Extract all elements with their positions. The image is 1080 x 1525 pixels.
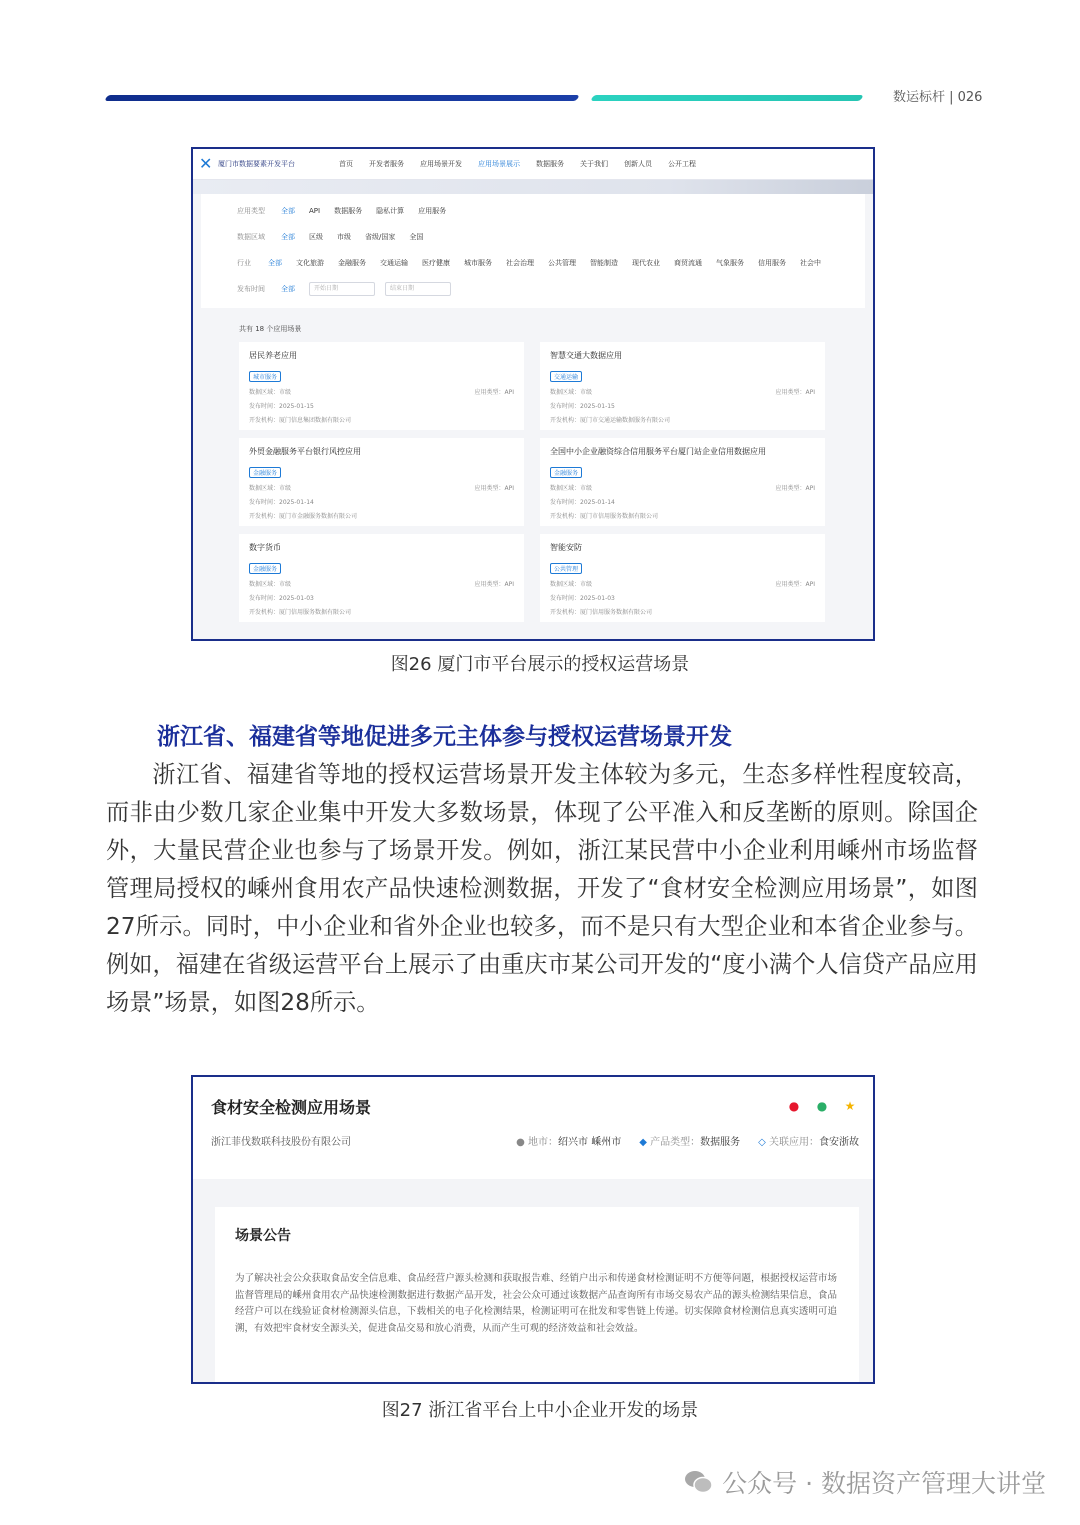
meta-value[interactable]: 食安浙故	[819, 1137, 859, 1148]
filter-option[interactable]: 信用服务	[758, 259, 786, 267]
card-kind: 应用类型：API	[775, 389, 815, 396]
filter-row-region	[237, 224, 835, 250]
weibo-icon[interactable]: ●	[788, 1099, 800, 1113]
filter-option[interactable]: 全部	[281, 233, 295, 241]
scenario-header	[193, 1077, 873, 1179]
wechat-icon	[684, 1469, 714, 1495]
card-row	[249, 415, 514, 424]
filter-row-type	[237, 198, 835, 224]
filter-label: 应用类型	[237, 207, 265, 215]
filter-row-industry	[237, 250, 835, 276]
nav-item[interactable]: 创新人员	[624, 160, 652, 168]
nav-item[interactable]: 数据服务	[536, 160, 564, 168]
start-date-input[interactable]: 开始日期	[309, 282, 375, 296]
filter-label: 数据区域	[237, 233, 265, 241]
card-area: 数据区域：市级	[550, 581, 593, 588]
card-row	[249, 401, 514, 410]
card-row	[550, 483, 815, 492]
meta-label: 产品类型：	[650, 1137, 701, 1148]
filter-option[interactable]: 金融服务	[338, 259, 366, 267]
filter-option[interactable]: API	[309, 207, 321, 215]
scenario-card[interactable]	[239, 534, 524, 622]
platform-nav	[339, 159, 712, 169]
card-area: 数据区域：市级	[550, 389, 593, 396]
header-bar-teal	[590, 95, 863, 101]
scenario-title: 食材安全检测应用场景	[211, 1098, 372, 1117]
card-row	[550, 607, 815, 616]
logo-x-icon: ✕	[199, 154, 213, 173]
card-title: 外贸金融服务平台银行风控应用	[249, 447, 361, 456]
filter-option[interactable]: 应用服务	[418, 207, 447, 215]
card-row	[249, 483, 514, 492]
filter-option[interactable]: 区级	[309, 233, 323, 241]
card-tag: 金融服务	[550, 467, 582, 478]
card-org: 开发机构：厦门信用服务数据有限公司	[550, 609, 653, 616]
card-org: 开发机构：厦门市金融服务数据有限公司	[249, 513, 358, 520]
card-title: 全国中小企业融资综合信用服务平台厦门站企业信用数据应用	[550, 447, 766, 456]
card-org: 开发机构：厦门市交通运输数据服务有限公司	[550, 417, 671, 424]
end-date-input[interactable]: 结束日期	[385, 282, 451, 296]
card-row	[550, 415, 815, 424]
results-area	[201, 314, 865, 622]
meta-product-type	[639, 1133, 740, 1148]
filter-option[interactable]: 社会治理	[506, 259, 534, 267]
filter-option[interactable]: 市级	[337, 233, 351, 241]
filter-option[interactable]: 全部	[268, 259, 282, 267]
meta-label: 关联应用：	[769, 1137, 819, 1148]
card-row	[249, 579, 514, 588]
card-row	[249, 511, 514, 520]
link-icon: ◇	[758, 1137, 766, 1148]
card-org: 开发机构：厦门信息集团数据有限公司	[249, 417, 352, 424]
header-bar-blue	[104, 95, 579, 101]
card-date: 发布时间：2025-01-14	[550, 499, 615, 506]
card-row	[550, 593, 815, 602]
card-area: 数据区域：市级	[249, 581, 292, 588]
card-kind: 应用类型：API	[775, 485, 815, 492]
platform-logo	[199, 156, 319, 172]
star-icon[interactable]: ★	[844, 1099, 856, 1113]
nav-item-active[interactable]: 应用场景展示	[478, 160, 520, 168]
filter-label: 行业	[237, 259, 251, 267]
card-row	[249, 387, 514, 396]
figure-26-screenshot	[191, 147, 875, 641]
card-title: 居民养老应用	[249, 351, 297, 360]
body-paragraph: 浙江省、福建省等地的授权运营场景开发主体较为多元，生态多样性程度较高，而非由少数几家企业集中开发大多数场景，体现了公平准入和反垄断的原则。除国企外，大量民营企业也参与了场景开发。例如，浙江某民营中小企业利用嵊州市场监督管理局授权的嵊州食用农产品快速检测数据，开发了“食材安全检测应用场景”，如图27所示。同时，中小企业和省外企业也较多，而不是只有大型企业和本省企业参与。例如，福建在省级运营平台上展示了由重庆市某公司开发的“度小满个人信贷产品应用场景”场景，如图28所示。	[106, 761, 978, 1016]
filter-option[interactable]: 交通运输	[380, 259, 408, 267]
card-org: 开发机构：厦门市信用服务数据有限公司	[550, 513, 659, 520]
card-date: 发布时间：2025-01-14	[249, 499, 314, 506]
result-count: 共有 18 个应用场景	[239, 325, 302, 333]
nav-item[interactable]: 首页	[339, 160, 353, 168]
filter-panel	[201, 194, 865, 308]
card-row	[249, 607, 514, 616]
card-tag: 金融服务	[249, 563, 281, 574]
filter-option[interactable]: 城市服务	[464, 259, 492, 267]
page-label: 数运标杆 | 026	[893, 90, 983, 105]
card-tag: 金融服务	[249, 467, 281, 478]
card-date: 发布时间：2025-01-15	[550, 403, 615, 410]
meta-value: 绍兴市 嵊州市	[558, 1137, 622, 1148]
filter-option[interactable]: 现代农业	[632, 259, 660, 267]
location-icon: ●	[516, 1137, 525, 1148]
scenario-meta	[498, 1133, 859, 1148]
filter-option[interactable]: 气象服务	[716, 259, 744, 267]
card-area: 数据区域：市级	[550, 485, 593, 492]
filter-row-date	[237, 276, 835, 302]
card-title: 数字货币	[249, 543, 281, 552]
card-date: 发布时间：2025-01-03	[249, 595, 314, 602]
footer-watermark	[684, 1464, 1046, 1500]
logo-text: 厦门市数据要素开发平台	[218, 160, 295, 168]
card-row	[550, 401, 815, 410]
filter-option[interactable]: 医疗健康	[422, 259, 450, 267]
card-row	[550, 387, 815, 396]
filter-option[interactable]: 数据服务	[334, 207, 363, 215]
card-date: 发布时间：2025-01-15	[249, 403, 314, 410]
card-tag: 城市服务	[249, 371, 281, 382]
nav-item[interactable]: 关于我们	[580, 160, 608, 168]
card-row	[249, 497, 514, 506]
card-tag: 交通运输	[550, 371, 582, 382]
card-title: 智能安防	[550, 543, 582, 552]
filter-label: 发布时间	[237, 285, 265, 293]
filter-option[interactable]: 隐私计算	[376, 207, 405, 215]
card-tag: 公共管理	[550, 563, 582, 574]
card-area: 数据区域：市级	[249, 485, 292, 492]
card-org: 开发机构：厦门信用服务数据有限公司	[249, 609, 352, 616]
nav-item[interactable]: 公开工程	[668, 160, 696, 168]
card-date: 发布时间：2025-01-03	[550, 595, 615, 602]
meta-related-app	[758, 1133, 859, 1148]
meta-label: 地市：	[528, 1137, 559, 1148]
filter-option[interactable]: 智能制造	[590, 259, 618, 267]
filter-option[interactable]: 全国	[409, 233, 424, 241]
filter-option[interactable]: 文化旅游	[296, 259, 324, 267]
card-row	[249, 593, 514, 602]
figure-26-caption: 图26 厦门市平台展示的授权运营场景	[390, 654, 690, 675]
footer-text: 公众号 · 数据资产管理大讲堂	[722, 1469, 1046, 1498]
platform-header	[193, 149, 873, 180]
card-row	[550, 579, 815, 588]
nav-item[interactable]: 应用场景开发	[420, 160, 462, 168]
scenario-card[interactable]	[540, 342, 825, 430]
scenario-card[interactable]	[540, 438, 825, 526]
card-kind: 应用类型：API	[474, 485, 514, 492]
scenario-card[interactable]	[540, 534, 825, 622]
card-kind: 应用类型：API	[775, 581, 815, 588]
result-grid	[239, 342, 825, 622]
card-row	[550, 497, 815, 506]
figure-27-screenshot	[191, 1075, 875, 1384]
card-area: 数据区域：市级	[249, 389, 292, 396]
share-icons	[773, 1099, 857, 1113]
filter-option[interactable]: 公共管理	[548, 259, 576, 267]
notice-body: 为了解决社会公众获取食品安全信息难、食品经营户源头检测和获取报告难、经销户出示和传递食材检测证明不方便等问题，根据授权运营市场监督管理局的嵊州食用农产品快速检测数据进行数据产品开发，社会公众可通过该数据产品查询所有市场交易农产品的源头检测结果信息，食品经营户可以在线验证食材检测源头信息，下载相关的电子化检测结果，检测证明可在批发和零售链上传递。切实保障食材检测信息真实透明可追溯，有效把牢食材安全源头关，促进食品交易和放心消费，从而产生可观的经济效益和社会效益。	[235, 1273, 837, 1334]
card-title: 智慧交通大数据应用	[550, 351, 622, 360]
hero-banner	[193, 180, 873, 194]
nav-item[interactable]: 开发者服务	[369, 160, 404, 168]
scenario-notice	[215, 1207, 859, 1382]
filter-option[interactable]: 全部	[281, 207, 295, 215]
scenario-card[interactable]	[239, 438, 524, 526]
wechat-share-icon[interactable]: ●	[816, 1099, 828, 1113]
filter-option[interactable]: 商贸流通	[674, 259, 702, 267]
filter-option[interactable]: 社会中	[800, 259, 821, 267]
scenario-card[interactable]	[239, 342, 524, 430]
filter-option[interactable]: 全部	[281, 285, 295, 293]
meta-value: 数据服务	[700, 1137, 741, 1148]
cube-icon: ◆	[639, 1137, 647, 1148]
meta-city	[516, 1133, 621, 1148]
card-kind: 应用类型：API	[474, 581, 514, 588]
figure-27-caption: 图27 浙江省平台上中小企业开发的场景	[381, 1400, 699, 1421]
filter-option[interactable]: 省级/国家	[365, 233, 396, 241]
section-heading: 浙江省、福建省等地促进多元主体参与授权运营场景开发	[157, 724, 732, 750]
notice-title: 场景公告	[235, 1228, 291, 1244]
company-name: 浙江菲伐数联科技股份有限公司	[211, 1137, 351, 1148]
card-kind: 应用类型：API	[474, 389, 514, 396]
card-row	[550, 511, 815, 520]
